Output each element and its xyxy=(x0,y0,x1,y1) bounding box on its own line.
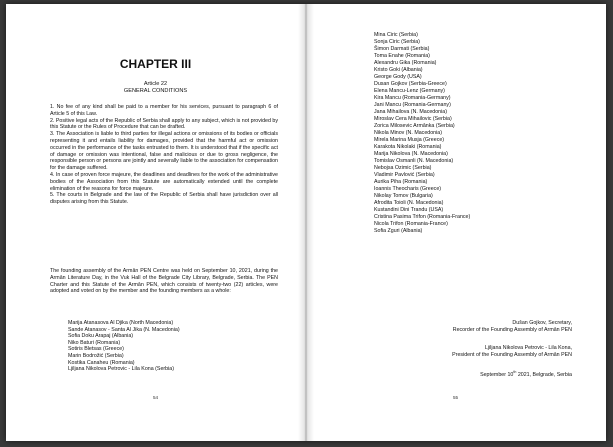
list-item: Ioannis Theocharis (Greece) xyxy=(374,186,442,192)
chapter-heading: CHAPTER III xyxy=(119,57,192,71)
article-heading xyxy=(6,81,305,95)
founding-members-list xyxy=(68,320,180,373)
date-suffix: 2021, Belgrade, Serbia xyxy=(516,372,572,378)
list-item: Nebojsa Ozimic (Serbia) xyxy=(374,165,432,171)
list-item: Kustandini Dini Trandu (USA) xyxy=(374,207,444,213)
list-item: Kristo Goki (Albania) xyxy=(374,67,423,73)
list-item: Niko Baturi (Romania) xyxy=(68,339,121,346)
list-item: Jana Mihailova (N. Macedonia) xyxy=(374,109,448,115)
date-ordinal: th xyxy=(513,370,517,375)
list-item: Sande Atanasov - Santa Al Jika (N. Macedonia) xyxy=(68,326,180,333)
president-title: President of the Founding Assembly of Armân PEN xyxy=(452,352,572,358)
president-signature xyxy=(452,345,572,359)
list-item: Ljiljana Nikolova Petrovic - Lila Kona (Serbia) xyxy=(68,366,174,373)
paragraph-1: 1. No fee of any kind shall be paid to a member for his services, pursuant to paragraph 6 of Article 5 of this Law. xyxy=(50,104,278,117)
list-item: Jani Mancu (Romania-Germany) xyxy=(374,102,451,108)
list-item: Dusan Gojkov (Serbia-Greece) xyxy=(374,81,447,87)
list-item: Sofia Zguri (Albania) xyxy=(374,228,423,234)
list-item: Sofia Doku Arapaj (Albania) xyxy=(68,333,134,340)
list-item: Mirela Marina Musja (Greece) xyxy=(374,137,445,143)
list-item: Sonja Ciric (Serbia) xyxy=(374,39,420,45)
list-item: Mina Ciric (Serbia) xyxy=(374,32,418,38)
paragraph-5: 5. The courts in Belgrade and the law of the Republic of Serbia shall have jurisdiction over all disputes arising from this Statute. xyxy=(50,192,278,206)
list-item: Nicola Trifon (Romania-France) xyxy=(374,221,448,227)
right-page xyxy=(307,4,606,441)
list-item: Karakota Nikolaki (Romania) xyxy=(374,144,442,150)
article-subtitle: GENERAL CONDITIONS xyxy=(123,88,188,94)
list-item: Toma Enahe (Romania) xyxy=(374,53,430,59)
list-item: Zorica Milosevic Armânka (Serbia) xyxy=(374,123,455,129)
list-item: Alexandru Gika (Romania) xyxy=(374,60,437,66)
list-item: Cristina Pasima Trifon (Romania-France) xyxy=(374,214,471,220)
list-item: Afrodita Toioli (N. Macedonia) xyxy=(374,200,444,206)
left-page xyxy=(6,4,305,441)
list-item: Marija Atanasova Al Djika (North Macedonia) xyxy=(68,320,174,326)
article-title: Article 22 xyxy=(143,81,168,87)
list-item: Aurika Piha (Romania) xyxy=(374,179,428,185)
list-item: Elena Mancu-Lenz (Germany) xyxy=(374,88,445,94)
founding-members-list-continued xyxy=(374,32,470,235)
list-item: Sotiris Bletsas (Greece) xyxy=(68,346,124,353)
book-spread xyxy=(6,4,606,441)
list-item: Miroslav Cera Mihailovic (Serbia) xyxy=(374,116,452,122)
date-line xyxy=(480,372,572,379)
list-item: Kostika Canaheu (Romania) xyxy=(68,359,135,366)
founding-paragraph: The founding assembly of the Armân PEN Centre was held on September 10, 2021, during the Armân Literature Day, in the Vuk Hall of the Belgrade City Library, Belgrade, Serbia. The PEN Charter and this Statute of the Armân PEN, which consists of twenty-two (22) articles, were adopted and voted on by the member and the founding members as a whole: xyxy=(50,268,278,295)
secretary-signature xyxy=(453,320,572,334)
list-item: Vladimir Pavlović (Serbia) xyxy=(374,172,435,178)
book-gutter xyxy=(298,4,314,441)
page-number: 54 xyxy=(153,395,159,400)
paragraph-2: 2. Positive legal acts of the Republic of Serbia shall apply to any subject, which is not provided by this Statute or the Rules of Procedure that can be drafted. xyxy=(50,117,278,131)
list-item: Kira Mancu (Romania-Germany) xyxy=(374,95,451,101)
list-item: Marin Bodrožić (Serbia) xyxy=(68,352,124,359)
list-item: Nikolay Tomov (Bulgaria) xyxy=(374,193,433,199)
page-number: 55 xyxy=(453,395,459,400)
list-item: Šimon Darmati (Serbia) xyxy=(374,46,430,52)
list-item: Nikola Minov (N. Macedonia) xyxy=(374,130,443,136)
secretary-title: Recorder of the Founding Assembly of Armân PEN xyxy=(452,327,572,333)
list-item: Marija Nikolova (N. Macedonia) xyxy=(374,151,448,157)
list-item: Tomislav Osmanli (N. Macedonia) xyxy=(374,158,454,164)
article-body xyxy=(50,104,278,206)
paragraph-3: 3. The Association is liable to third parties for illegal actions or omissions of its bodies or officials representing it and entails liability for damages, provided that the harmful act or omission occurred in the performance of the tasks entrusted to them. It is understood that if the specific act of damage or omission was intentional, false and malicious or due to gross negligence, the responsible person or persons are jointly and severally liable to the association for compensation for the damage suffered. xyxy=(50,131,278,172)
president-name: Ljiljana Nikolova Petrovic - Lila Kona, xyxy=(484,345,572,351)
paragraph-4: 4. In case of proven force majeure, the deadlines and deadlines for the work of the administrative bodies of the Association from this Statute are automatically extended until the complete elimination of the reasons for force majeure. xyxy=(50,171,278,192)
list-item: George Gody (USA) xyxy=(374,74,422,80)
secretary-name: Dušan Gojkov, Secretary, xyxy=(512,320,572,326)
date-prefix: September 10 xyxy=(480,372,514,378)
